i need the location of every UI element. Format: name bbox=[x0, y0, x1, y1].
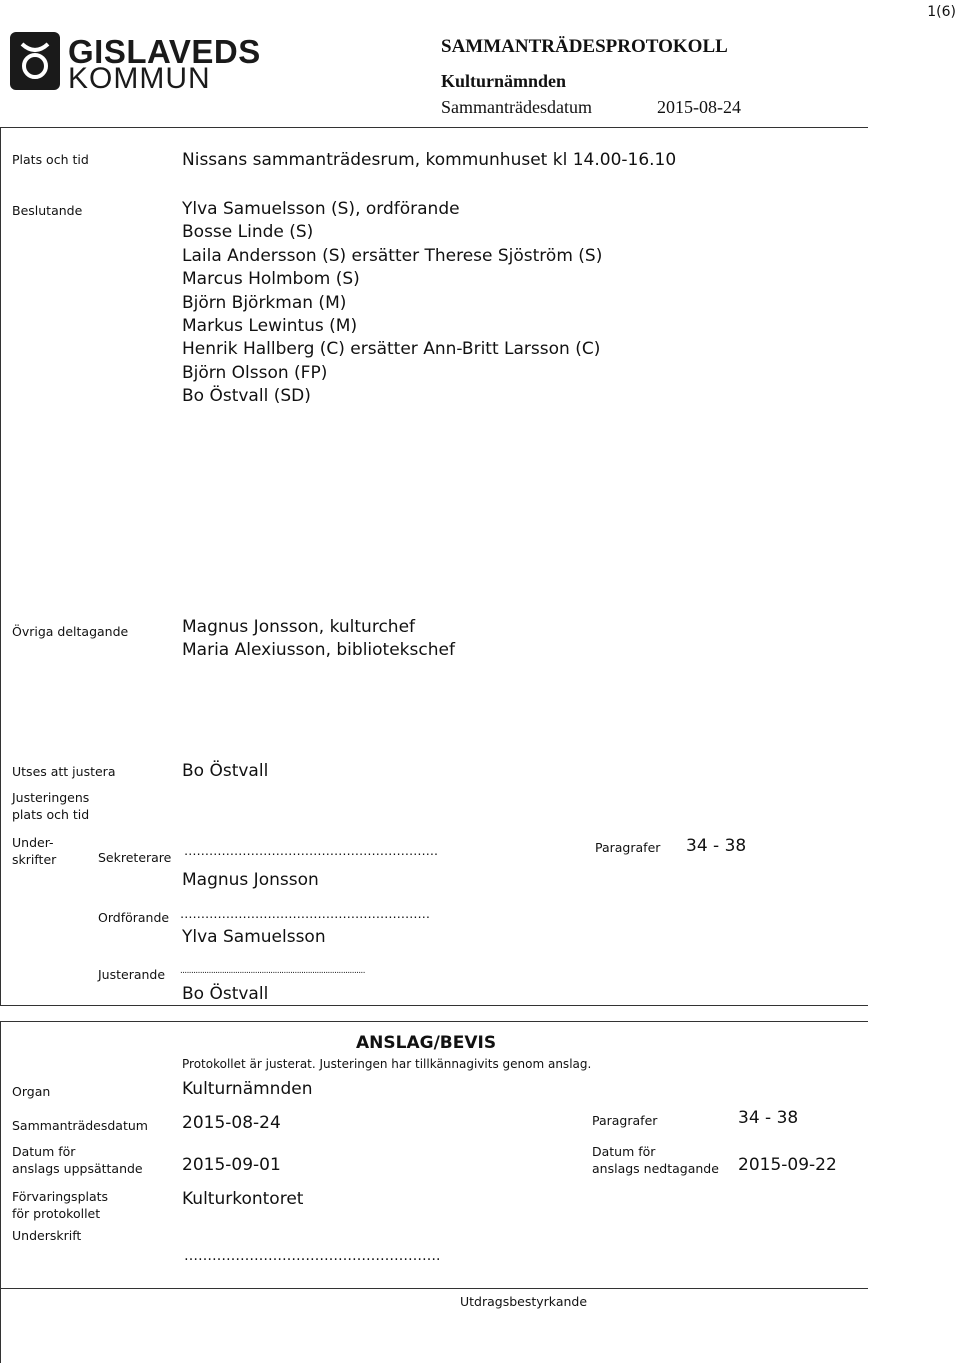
paragrafer-label: Paragrafer bbox=[595, 840, 661, 855]
nedtagande-value: 2015-09-22 bbox=[738, 1155, 837, 1175]
anslag-paragrafer-value: 34 - 38 bbox=[738, 1108, 799, 1128]
ordforande-label: Ordförande bbox=[98, 910, 170, 925]
anslag-paragrafer-label: Paragrafer bbox=[592, 1113, 658, 1128]
justerande-name: Bo Östvall bbox=[182, 984, 269, 1004]
forvaring-label: Förvaringsplats för protokollet bbox=[12, 1189, 109, 1221]
underskrifter-label: Under- skrifter bbox=[12, 835, 57, 867]
anslag-footer-line bbox=[0, 1288, 868, 1289]
member-item: Laila Andersson (S) ersätter Therese Sjöström (S) bbox=[182, 245, 603, 266]
sekreterare-name: Magnus Jonsson bbox=[182, 870, 319, 890]
anslag-subtitle: Protokollet är justerat. Justeringen har tillkännagivits genom anslag. bbox=[182, 1057, 592, 1071]
plats-label: Plats och tid bbox=[12, 152, 89, 167]
anslag-left-line bbox=[0, 1021, 1, 1363]
logo-line2: KOMMUN bbox=[68, 62, 211, 95]
page-number: 1(6) bbox=[927, 4, 956, 20]
member-item: Markus Lewintus (M) bbox=[182, 316, 358, 337]
doc-type: SAMMANTRÄDESPROTOKOLL bbox=[441, 36, 728, 57]
sekreterare-label: Sekreterare bbox=[98, 850, 172, 865]
beslutande-label: Beslutande bbox=[12, 203, 83, 218]
anslag-date-value: 2015-08-24 bbox=[182, 1113, 281, 1133]
member-item: Björn Björkman (M) bbox=[182, 292, 347, 313]
plats-value: Nissans sammanträdesrum, kommunhuset kl 14.00-16.10 bbox=[182, 150, 677, 170]
participant-item: Magnus Jonsson, kulturchef bbox=[182, 617, 416, 637]
member-item: Bo Östvall (SD) bbox=[182, 386, 311, 407]
ovriga-list bbox=[182, 616, 455, 663]
anslag-title: ANSLAG/BEVIS bbox=[356, 1033, 497, 1053]
justerande-label: Justerande bbox=[98, 967, 166, 982]
member-item: Ylva Samuelsson (S), ordförande bbox=[182, 199, 460, 219]
utdragsbestyrkande-label: Utdragsbestyrkande bbox=[460, 1294, 588, 1309]
anslag-top-line bbox=[0, 1021, 868, 1022]
justera-label: Utses att justera bbox=[12, 764, 116, 779]
anslag-date-label: Sammanträdesdatum bbox=[12, 1118, 148, 1133]
ovriga-label: Övriga deltagande bbox=[12, 624, 129, 639]
underskrift-label: Underskrift bbox=[12, 1228, 82, 1243]
uppsattande-value: 2015-09-01 bbox=[182, 1155, 281, 1175]
paragrafer-value: 34 - 38 bbox=[686, 836, 747, 856]
meeting-date-value: 2015-08-24 bbox=[657, 97, 741, 117]
ordforande-signature-line: …………………………………………………… bbox=[180, 906, 430, 921]
ordforande-name: Ylva Samuelsson bbox=[182, 927, 326, 947]
member-item: Marcus Holmbom (S) bbox=[182, 269, 360, 290]
participant-item: Maria Alexiusson, bibliotekschef bbox=[182, 640, 455, 661]
justering-place-label: Justeringens plats och tid bbox=[12, 790, 90, 822]
member-item: Henrik Hallberg (C) ersätter Ann-Britt Larsson (C) bbox=[182, 339, 601, 360]
frame-bottom-line bbox=[0, 1005, 868, 1006]
justerande-signature-line: .................................................................................... bbox=[180, 966, 365, 976]
underskrift-signature-line: ………………………………………………. bbox=[184, 1248, 441, 1264]
sekreterare-signature-line: ……………………………………………………. bbox=[184, 843, 438, 858]
organ-label: Organ bbox=[12, 1084, 51, 1099]
meeting-date-label: Sammanträdesdatum bbox=[441, 97, 592, 117]
organ-value: Kulturnämnden bbox=[182, 1079, 313, 1099]
justera-value: Bo Östvall bbox=[182, 761, 269, 781]
frame-top-line bbox=[0, 127, 868, 128]
uppsattande-label: Datum för anslags uppsättande bbox=[12, 1144, 143, 1176]
kommun-logo-icon bbox=[10, 32, 60, 90]
nedtagande-label: Datum för anslags nedtagande bbox=[592, 1144, 719, 1176]
forvaring-value: Kulturkontoret bbox=[182, 1189, 304, 1209]
committee-name: Kulturnämnden bbox=[441, 71, 567, 91]
member-item: Björn Olsson (FP) bbox=[182, 362, 328, 383]
member-item: Bosse Linde (S) bbox=[182, 222, 314, 243]
frame-left-line bbox=[0, 127, 1, 1005]
beslutande-list bbox=[182, 198, 602, 409]
logo-line1: GISLAVEDS bbox=[68, 33, 261, 70]
